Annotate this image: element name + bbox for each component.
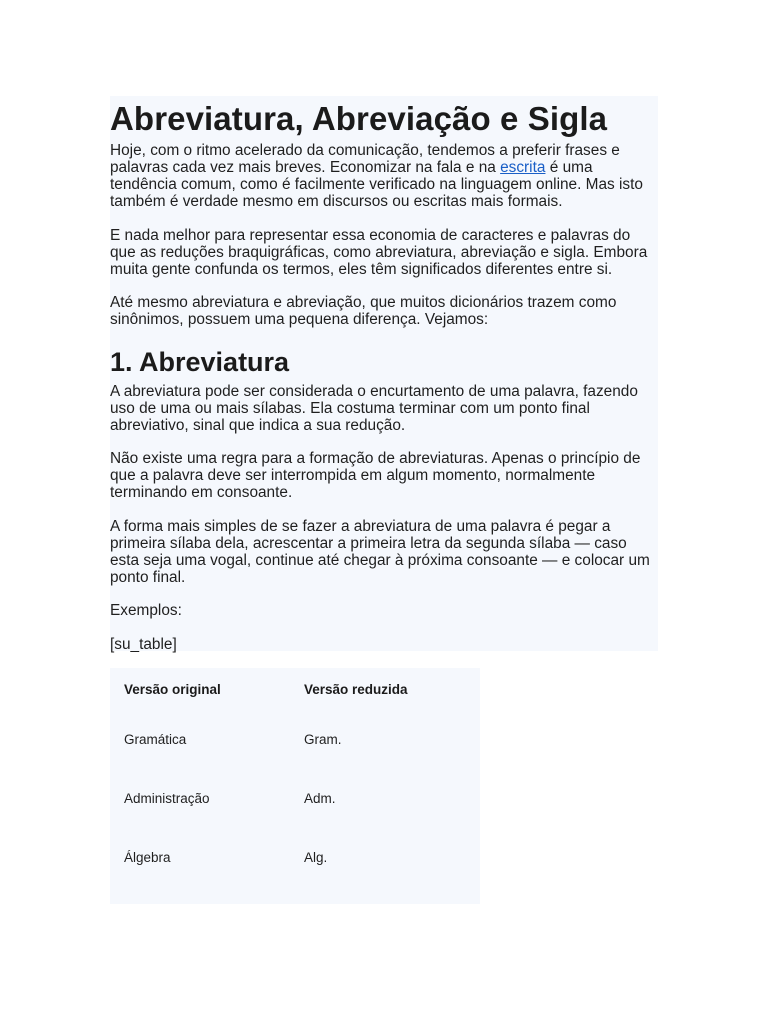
table-row [110, 710, 480, 769]
table-cell-original: Álgebra [124, 850, 171, 865]
examples-label: Exemplos: [110, 602, 182, 619]
intro-text-after-link: é uma tendência comum, como é facilmente verificado na linguagem online. Mas isto também é verdade mesmo em discursos ou escritas mais formais. [110, 159, 643, 210]
shortcode-text: [su_table] [110, 635, 177, 653]
table-cell-reduced: Adm. [304, 791, 336, 806]
intro-paragraph [110, 142, 658, 210]
table-row [110, 769, 480, 828]
escrita-link[interactable]: escrita [500, 159, 546, 176]
paragraph-3: Até mesmo abreviatura e abreviação, que muitos dicionários trazem como sinônimos, possuem uma pequena diferença. Vejamos: [110, 294, 617, 328]
abreviatura-paragraph-1: A abreviatura pode ser considerada o encurtamento de uma palavra, fazendo uso de uma ou mais sílabas. Ela costuma terminar com um ponto final abreviativo, sinal que indica a sua redução. [110, 382, 638, 434]
section-heading-abreviatura: 1. Abreviatura [110, 346, 290, 377]
intro-text-before-link: Hoje, com o ritmo acelerado da comunicação, tendemos a preferir frases e palavras cada vez mais breves. Economizar na fala e na [110, 142, 620, 176]
table-row [110, 828, 480, 887]
paragraph-2: E nada melhor para representar essa economia de caracteres e palavras do que as reduções braquigráficas, como abreviatura, abreviação e sigla. Embora muita gente confunda os termos, eles têm significados diferentes entre si. [110, 226, 648, 278]
table-cell-original: Gramática [124, 732, 187, 747]
abbreviation-table [110, 668, 480, 904]
column-header-reduced: Versão reduzida [304, 681, 408, 697]
abreviatura-paragraph-2: Não existe uma regra para a formação de abreviaturas. Apenas o princípio de que a palavra deve ser interrompida em algum momento, normalmente terminando em consoante. [110, 450, 641, 501]
abreviatura-paragraph-3: A forma mais simples de se fazer a abreviatura de uma palavra é pegar a primeira sílaba dela, acrescentar a primeira letra da segunda sílaba — caso esta seja uma vogal, continue até chegar à próxima consoante — e colocar um ponto final. [110, 517, 650, 586]
page-title: Abreviatura, Abreviação e Sigla [110, 100, 608, 137]
table-cell-reduced: Alg. [304, 850, 328, 865]
article [110, 96, 658, 651]
column-header-original: Versão original [124, 681, 221, 697]
table-header-row [110, 668, 480, 710]
table-cell-reduced: Gram. [304, 732, 342, 747]
table-cell-original: Administração [124, 791, 210, 806]
